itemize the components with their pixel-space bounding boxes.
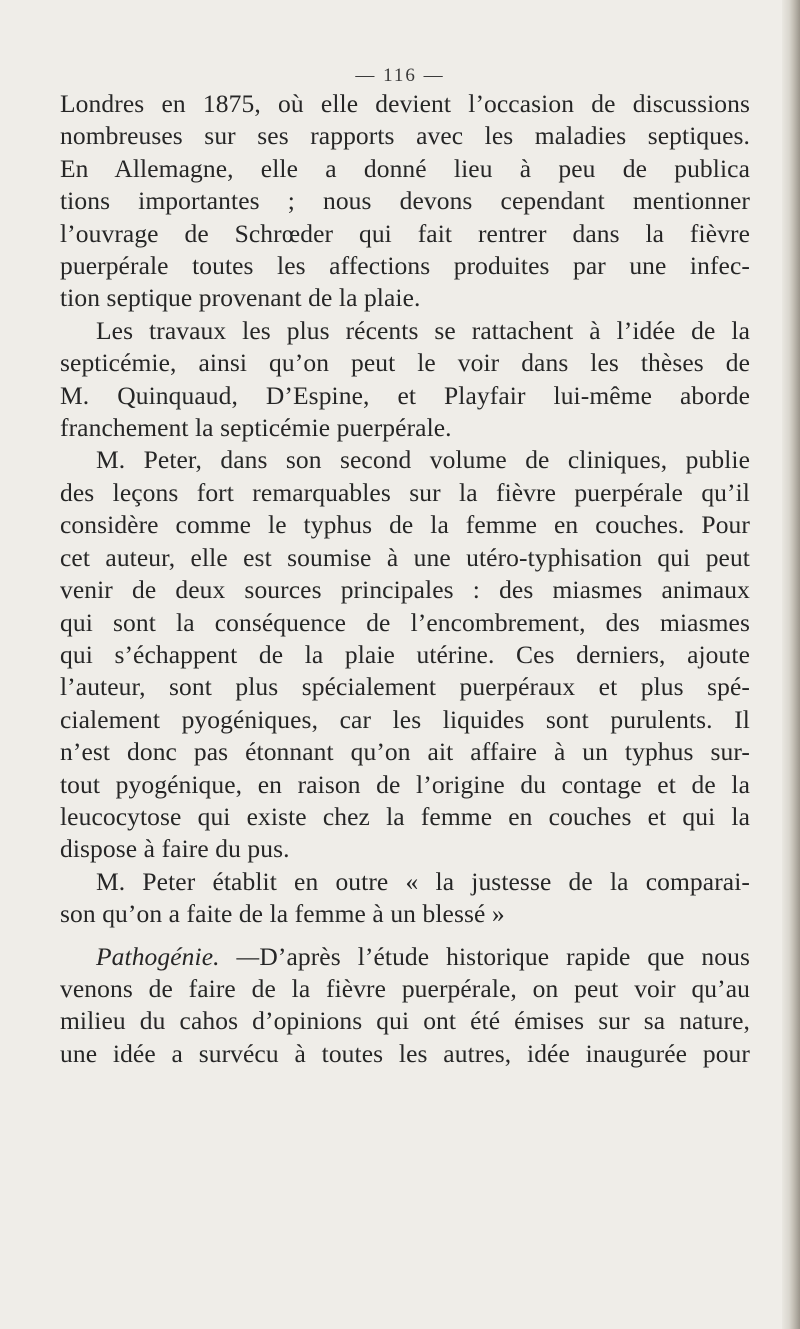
text-line: considère comme le typhus de la femme en couches. Pour xyxy=(60,510,750,540)
text-line: venons de faire de la fièvre puerpérale, on peut voir qu’au xyxy=(60,973,750,1003)
text-line: tout pyogénique, en raison de l’origine du contage et de la xyxy=(60,769,750,799)
text-line: Londres en 1875, où elle devient l’occasion de discussions xyxy=(60,89,750,118)
paragraph-gap xyxy=(60,931,750,941)
page-edge-shadow xyxy=(782,0,800,1329)
section-heading: Pathogénie. — xyxy=(96,941,260,971)
text-line: M. Quinquaud, D’Espine, et Playfair lui-même aborde xyxy=(60,380,750,410)
text-line: dispose à faire du pus. xyxy=(60,834,290,864)
text-line: puerpérale toutes les affections produites par une infec- xyxy=(60,251,750,281)
text-line: septicémie, ainsi qu’on peut le voir dans les thèses de xyxy=(60,348,750,378)
text-line: n’est donc pas étonnant qu’on ait affaire à un typhus sur- xyxy=(60,737,750,767)
text-line: des leçons fort remarquables sur la fièvre puerpérale qu’il xyxy=(60,477,750,507)
text-line: leucocytose qui existe chez la femme en couches et qui la xyxy=(60,801,750,831)
text-line: venir de deux sources principales : des miasmes animaux xyxy=(60,575,750,605)
text-line: tion septique provenant de la plaie. xyxy=(60,283,421,313)
text-line: qui s’échappent de la plaie utérine. Ces derniers, ajoute xyxy=(60,639,750,669)
section-line xyxy=(60,941,750,973)
text-line: qui sont la conséquence de l’encombrement, des miasmes xyxy=(60,607,750,637)
body-text xyxy=(60,88,750,1070)
text-line: une idée a survécu à toutes les autres, idée inaugurée pour xyxy=(60,1038,750,1068)
text-line: milieu du cahos d’opinions qui ont été émises sur sa nature, xyxy=(60,1006,750,1036)
page-number: — 116 — xyxy=(355,65,445,86)
text-line: cet auteur, elle est soumise à une utéro-typhisation qui peut xyxy=(60,542,750,572)
text-line: son qu’on a faite de la femme à un blessé » xyxy=(60,899,505,929)
section-line-text: D’après l’étude historique rapide que nous xyxy=(259,941,750,971)
text-line: M. Peter, dans son second volume de cliniques, publie xyxy=(96,445,750,475)
text-line: Les travaux les plus récents se rattachent à l’idée de la xyxy=(96,315,750,345)
text-line: l’ouvrage de Schrœder qui fait rentrer dans la fièvre xyxy=(60,218,750,248)
text-line: tions importantes ; nous devons cependant mentionner xyxy=(60,186,750,216)
text-line: cialement pyogéniques, car les liquides sont purulents. Il xyxy=(60,704,750,734)
text-line: l’auteur, sont plus spécialement puerpéraux et plus spé- xyxy=(60,672,750,702)
text-line: nombreuses sur ses rapports avec les maladies septiques. xyxy=(60,121,750,151)
text-line: En Allemagne, elle a donné lieu à peu de publica xyxy=(60,153,750,183)
text-line: franchement la septicémie puerpérale. xyxy=(60,413,452,443)
text-line: M. Peter établit en outre « la justesse de la comparai- xyxy=(96,866,750,896)
